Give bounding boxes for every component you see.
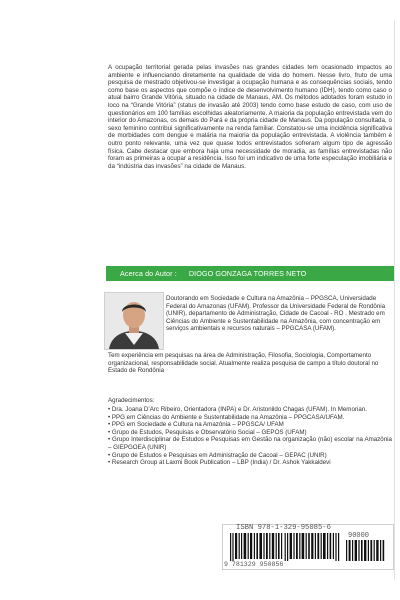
acknowledgement-item: • PPG em Sociedade e Cultura na Amazônia – PPGSCA/ UFAM: [108, 421, 284, 429]
top-band: [0, 0, 400, 20]
author-bar: [106, 266, 394, 281]
acknowledgements-title: Agradecimentos:: [108, 397, 155, 404]
barcode-number: 9 781329 950856: [224, 561, 284, 568]
author-name: DIOGO GONZAGA TORRES NETO: [188, 269, 307, 278]
acknowledgement-item: • PPG em Ciências do Ambiente e Sustentabilidade na Amazônia – PPGCASA/UFAM.: [108, 413, 345, 421]
author-experience: Tem experiência em pesquisas na área de Administração, Filosofia, Sociologia, Comportamento organizacional, responsabilidade social. Atualmente realiza pesquisa de campo a título doutoral no Estado de Rondônia: [108, 352, 379, 375]
acknowledgement-item: • Research Group at Laxmi Book Publication – LBP (India) / Dr. Ashok Yakkaldevi: [108, 459, 331, 467]
author-photo: [104, 292, 164, 350]
page-edge-line: [394, 20, 395, 580]
acknowledgement-item: • Grupo de Estudos, Pesquisas e Observatório Social – GEPOS (UFAM): [108, 428, 307, 436]
author-bio: Doutorando em Sociedade e Cultura na Amazônia – PPGSCA, Universidade Federal do Amazonas (UFAM). Professor da Universidade Federal de Rondônia (UNIR), departamento de Administração, Cidade de Cacoal - RO . Mestrado em Ciências do Ambiente e Sustentabilidade na Amazônia, com concentração em serviços ambientais e recursos naturais – PPGCASA (UFAM).: [166, 295, 386, 333]
acknowledgement-item: • Grupo Interdisciplinar de Estudos e Pesquisas em Gestão na organização (não) escolar na Amazônia – GIEPGOEA (UNIR): [108, 436, 392, 451]
author-portrait-image: [105, 293, 163, 349]
isbn-label: ISBN 978-1-329-95085-6: [236, 524, 331, 532]
synopsis-text: A ocupação territorial gerada pelas invasões nas grandes cidades tem ocasionado impactos ao ambiente e influenciando diretamente na qualidade de vida do homem. Nesse livro, fruto de uma pesquisa de mestrado objetivou-se investigar a ocupação humana e as consequências sociais, tendo como base os aspectos que compõe o índice de desenvolvimento humano (IDH), tendo como caso o atual bairro Grande Vitória, situado na cidade de Manaus, AM. Os métodos adotados foram estudo in loco na “Grande Vitória” (status de invasão até 2003) tendo como base estudo de caso, com uso de questionários em 100 famílias escolhidas aleatoriamente. A maioria da população entrevistada vem do interior do Amazonas, os demais do Pará e da própria cidade de Manaus. Da população consultada, o sexo feminino contribui significativamente na renda familiar. Constatou-se uma incidência significativa de morbidades com dengue e malária na maioria da população entrevistada. A violência também é outro ponto relevante, uma vez que quase todos entrevistados sofreram algum tipo de agressão física. Cabe destacar que embora haja uma necessidade de moradia, as famílias entrevistadas não foram as primeiras a ocupar a residência. Isso foi um indicativo de uma forte especulação imobiliária e da “indústria das invasões” na cidade de Manaus.: [108, 64, 392, 170]
acknowledgement-item: • Grupo de Estudos e Pesquisas em Administração de Cacoal – GEPAC (UNIR): [108, 451, 327, 459]
barcode-bars-icon: [230, 533, 342, 561]
acknowledgements-list: [108, 406, 392, 467]
acknowledgement-item: • Dra. Joana D’Arc Ribeiro, Orientadora (INPA) e Dr. Aristonildo Chagas (UFAM). In Memorian.: [108, 406, 367, 413]
barcode-addon-bars-icon: [346, 540, 386, 561]
author-bar-label: Acerca do Autor :: [120, 269, 177, 278]
barcode-addon-label: 90000: [348, 532, 370, 540]
